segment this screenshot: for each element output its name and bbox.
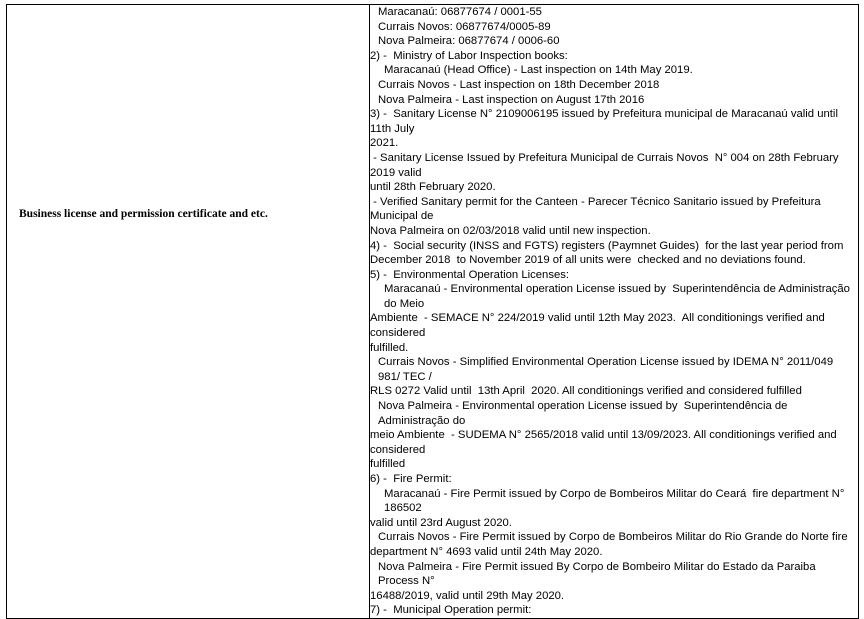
license-detail-line: - Sanitary License Issued by Prefeitura Municipal de Currais Novos N° 004 on 28th February 2019 valid <box>370 151 842 179</box>
license-detail-line: meio Ambiente - SUDEMA N° 2565/2018 valid until 13/09/2023. All conditionings verified and considered <box>370 429 840 456</box>
license-detail-line: RLS 0272 Valid until 13th April 2020. All conditionings verified and considered fulfilled <box>370 385 802 398</box>
license-detail-line: Nova Palmeira - Last inspection on August 17th 2016 <box>378 93 645 106</box>
license-detail-line: Nova Palmeira - Environmental operation License issued by Superintendência de Administração do <box>378 400 790 427</box>
license-detail-line: 5) - Environmental Operation Licenses: <box>370 268 570 281</box>
license-details-list <box>370 5 858 618</box>
license-detail-line: until 28th February 2020. <box>370 181 496 194</box>
license-detail-line: 4) - Social security (INSS and FGTS) registers (Paymnet Guides) for the last year period from <box>370 239 844 252</box>
license-detail-line: 2021. <box>370 137 399 150</box>
license-detail-line: department N° 4693 valid until 24th May 2020. <box>370 545 603 558</box>
license-detail-line: Maracanaú - Environmental operation License issued by Superintendência de Administração do Meio <box>384 283 854 310</box>
table-row <box>7 5 859 619</box>
table-cell-content <box>370 5 859 619</box>
table-cell-label <box>7 5 370 619</box>
license-detail-line: valid until 23rd August 2020. <box>370 516 512 529</box>
license-detail-line: 16488/2019, valid until 29th May 2020. <box>370 589 565 602</box>
document-table <box>6 4 859 619</box>
license-detail-line: 7) - Municipal Operation permit: <box>370 604 532 617</box>
license-detail-line: Maracanaú: 06877674 / 0001-55 <box>378 6 542 18</box>
license-detail-line: fulfilled. <box>370 341 409 354</box>
license-detail-line: fulfilled <box>370 458 406 471</box>
license-detail-line: Currais Novos - Fire Permit issued by Corpo de Bombeiros Militar do Rio Grande do Norte fire <box>378 531 848 544</box>
license-detail-line: Currais Novos - Simplified Environmental Operation License issued by IDEMA N° 2011/049 981/ TEC / <box>378 356 837 383</box>
license-detail-line: 2) - Ministry of Labor Inspection books: <box>370 49 568 62</box>
license-detail-line: Currais Novos - Last inspection on 18th December 2018 <box>378 78 660 91</box>
license-detail-line: Maracanaú - Fire Permit issued by Corpo de Bombeiros Militar do Ceará fire department N° 186502 <box>384 487 848 515</box>
license-detail-line: Nova Palmeira: 06877674 / 0006-60 <box>378 35 560 48</box>
license-detail-line: Currais Novos: 06877674/0005-89 <box>378 20 551 33</box>
license-detail-line: 6) - Fire Permit: <box>370 473 452 485</box>
license-detail-line: Nova Palmeira on 02/03/2018 valid until new inspection. <box>370 224 651 237</box>
license-detail-line: - Verified Sanitary permit for the Canteen - Parecer Técnico Sanitario issued by Prefeitura Municipal de <box>370 195 824 223</box>
license-detail-line: December 2018 to November 2019 of all units were checked and no deviations found. <box>370 254 806 267</box>
license-detail-line: Ambiente - SEMACE N° 224/2019 valid until 12th May 2023. All conditionings verified and considered <box>370 312 828 340</box>
license-detail-line: 3) - Sanitary License N° 2109006195 issued by Prefeitura municipal de Maracanaú valid until 11th July <box>370 108 842 135</box>
business-license-label: Business license and permission certificate and etc. <box>19 208 268 220</box>
license-detail-line: Maracanaú (Head Office) - Last inspection on 14th May 2019. <box>384 64 693 77</box>
license-detail-line: Nova Palmeira - Fire Permit issued By Corpo de Bombeiro Militar do Estado da Paraiba Process N° <box>378 560 819 588</box>
